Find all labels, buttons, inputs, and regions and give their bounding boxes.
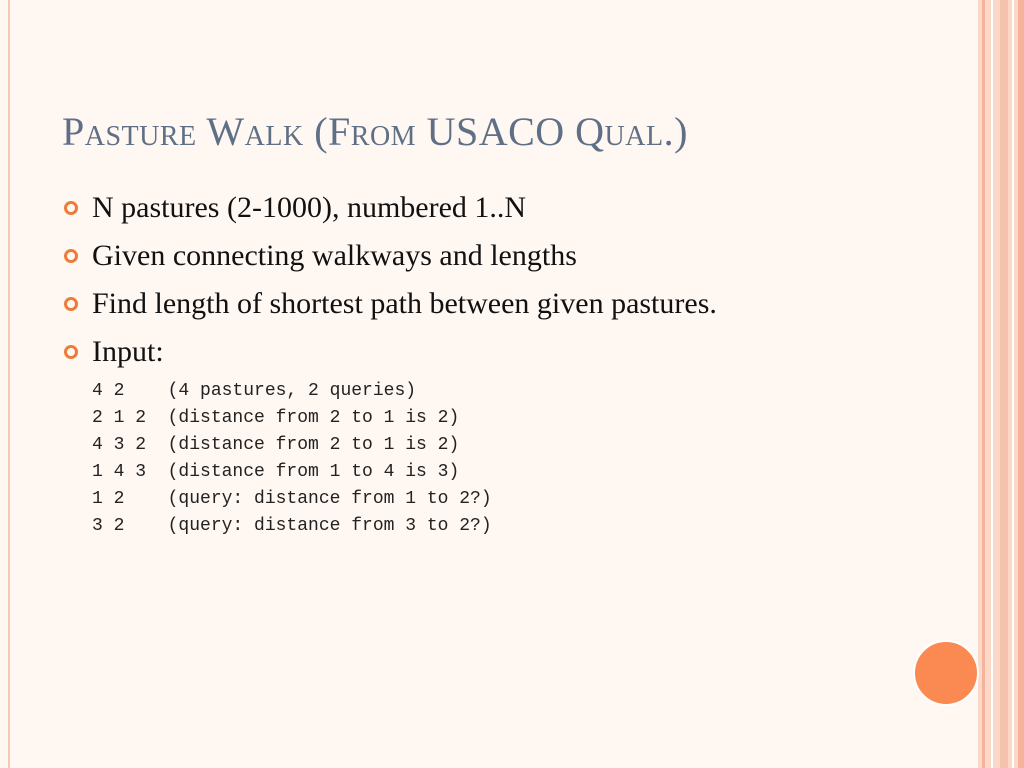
input-code-block (92, 378, 922, 540)
bullet-item (62, 186, 922, 230)
bullet-text: N pastures (2-1000), numbered 1..N (92, 191, 527, 224)
code-line: 2 1 2 (distance from 2 to 1 is 2) (92, 408, 460, 428)
bullet-item (62, 330, 922, 374)
bullet-text: Input: (92, 335, 164, 368)
bullet-item (62, 234, 922, 278)
code-line: 1 2 (query: distance from 1 to 2?) (92, 489, 492, 509)
bullet-ring-icon (64, 201, 78, 215)
decorative-stripe (1000, 0, 1008, 768)
bullet-text: Given connecting walkways and lengths (92, 239, 577, 272)
bullet-ring-icon (64, 249, 78, 263)
decorative-stripe (982, 0, 985, 768)
code-line: 1 4 3 (distance from 1 to 4 is 3) (92, 462, 460, 482)
code-line: 4 3 2 (distance from 2 to 1 is 2) (92, 435, 460, 455)
bullet-ring-icon (64, 297, 78, 311)
left-edge-rule (8, 0, 10, 768)
slide-body (62, 186, 922, 540)
bullet-text: Find length of shortest path between given pastures. (92, 287, 717, 320)
decorative-stripe (1012, 0, 1014, 768)
code-line: 3 2 (query: distance from 3 to 2?) (92, 516, 492, 536)
bullet-item (62, 282, 922, 326)
slide-title: Pasture Walk (From USACO Qual.) (62, 109, 688, 154)
bullet-ring-icon (64, 345, 78, 359)
decorative-circle (913, 640, 979, 706)
decorative-stripe (991, 0, 993, 768)
code-line: 4 2 (4 pastures, 2 queries) (92, 381, 417, 401)
decorative-stripe (1018, 0, 1024, 768)
